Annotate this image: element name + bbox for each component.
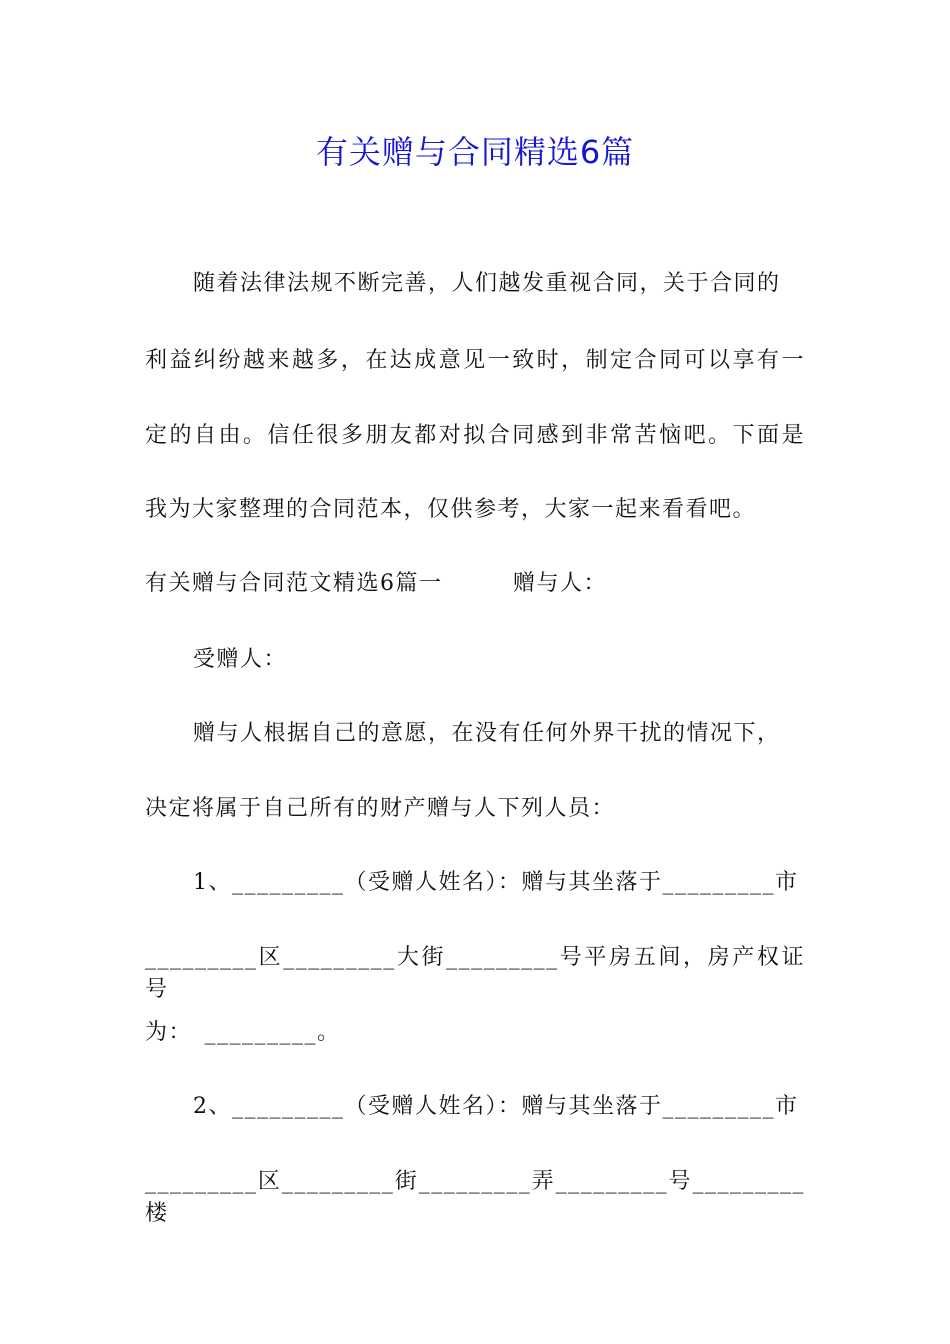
clause-line: _________区_________大街_________号平房五间，房产权证号 xyxy=(145,945,805,1002)
paragraph-line: 定的自由。信任很多朋友都对拟合同感到非常苦恼吧。下面是 xyxy=(145,423,805,448)
paragraph-line: 赠与人根据自己的意愿，在没有任何外界干扰的情况下， xyxy=(193,721,781,746)
section-heading: 有关赠与合同范文精选6篇一 赠与人： xyxy=(145,571,607,596)
clause-line: 1、_________（受赠人姓名）：赠与其坐落于_________市 xyxy=(193,870,799,895)
paragraph-line: 随着法律法规不断完善，人们越发重视合同，关于合同的 xyxy=(193,271,781,296)
clause-line: 为： _________。 xyxy=(145,1020,341,1045)
paragraph-line: 受赠人： xyxy=(193,647,288,672)
paragraph-line: 决定将属于自己所有的财产赠与人下列人员： xyxy=(145,796,616,821)
paragraph-line: 利益纠纷越来越多，在达成意见一致时，制定合同可以享有一 xyxy=(145,348,805,373)
clause-line: 2、_________（受赠人姓名）：赠与其坐落于_________市 xyxy=(193,1094,799,1119)
paragraph-line: 我为大家整理的合同范本，仅供参考，大家一起来看看吧。 xyxy=(145,497,757,522)
clause-line: _________区_________街_________弄_________号_________楼 xyxy=(145,1169,805,1226)
document-title: 有关赠与合同精选6篇 xyxy=(315,133,635,171)
